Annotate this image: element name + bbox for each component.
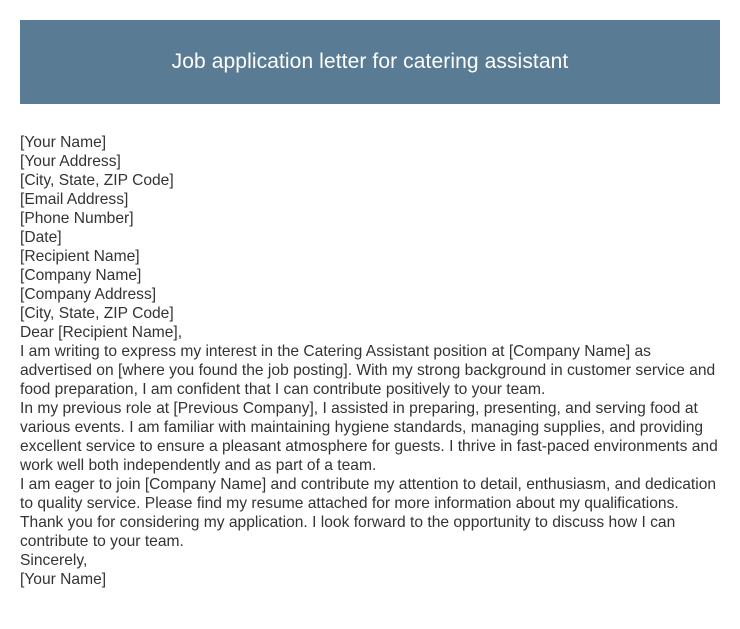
- sender-name: [Your Name]: [20, 134, 107, 151]
- recipient-city-state-zip: [City, State, ZIP Code]: [20, 305, 174, 322]
- body-paragraph-3: I am eager to join [Company Name] and contribute my attention to detail, enthusiasm, and dedication to quality service. Please find my resume attached for more information about my qualifications.: [20, 476, 717, 512]
- body-paragraph-2: In my previous role at [Previous Company], I assisted in preparing, presenting, and serving food at various events. I am familiar with maintaining hygiene standards, managing supplies, and providing excellent service to ensure a pleasant atmosphere for guests. I thrive in fast-paced environments and work well both independently and as part of a team.: [20, 400, 718, 474]
- letter-body: [20, 133, 720, 589]
- title-banner: [20, 20, 720, 104]
- recipient-name: [Recipient Name]: [20, 248, 140, 265]
- sender-address: [Your Address]: [20, 153, 121, 170]
- signature: [Your Name]: [20, 571, 107, 588]
- sender-email: [Email Address]: [20, 191, 129, 208]
- recipient-company-address: [Company Address]: [20, 286, 157, 303]
- recipient-company: [Company Name]: [20, 267, 142, 284]
- sender-phone: [Phone Number]: [20, 210, 134, 227]
- body-paragraph-4: Thank you for considering my application. I look forward to the opportunity to discuss how I can contribute to your team.: [20, 514, 676, 550]
- closing: Sincerely,: [20, 552, 88, 569]
- sender-city-state-zip: [City, State, ZIP Code]: [20, 172, 174, 189]
- letter-date: [Date]: [20, 229, 62, 246]
- page-title: Job application letter for catering assistant: [171, 50, 569, 73]
- body-paragraph-1: I am writing to express my interest in the Catering Assistant position at [Company Name] as advertised on [where you found the job posting]. With my strong background in customer service and food preparation, I am confident that I can contribute positively to your team.: [20, 343, 716, 398]
- salutation: Dear [Recipient Name],: [20, 324, 183, 341]
